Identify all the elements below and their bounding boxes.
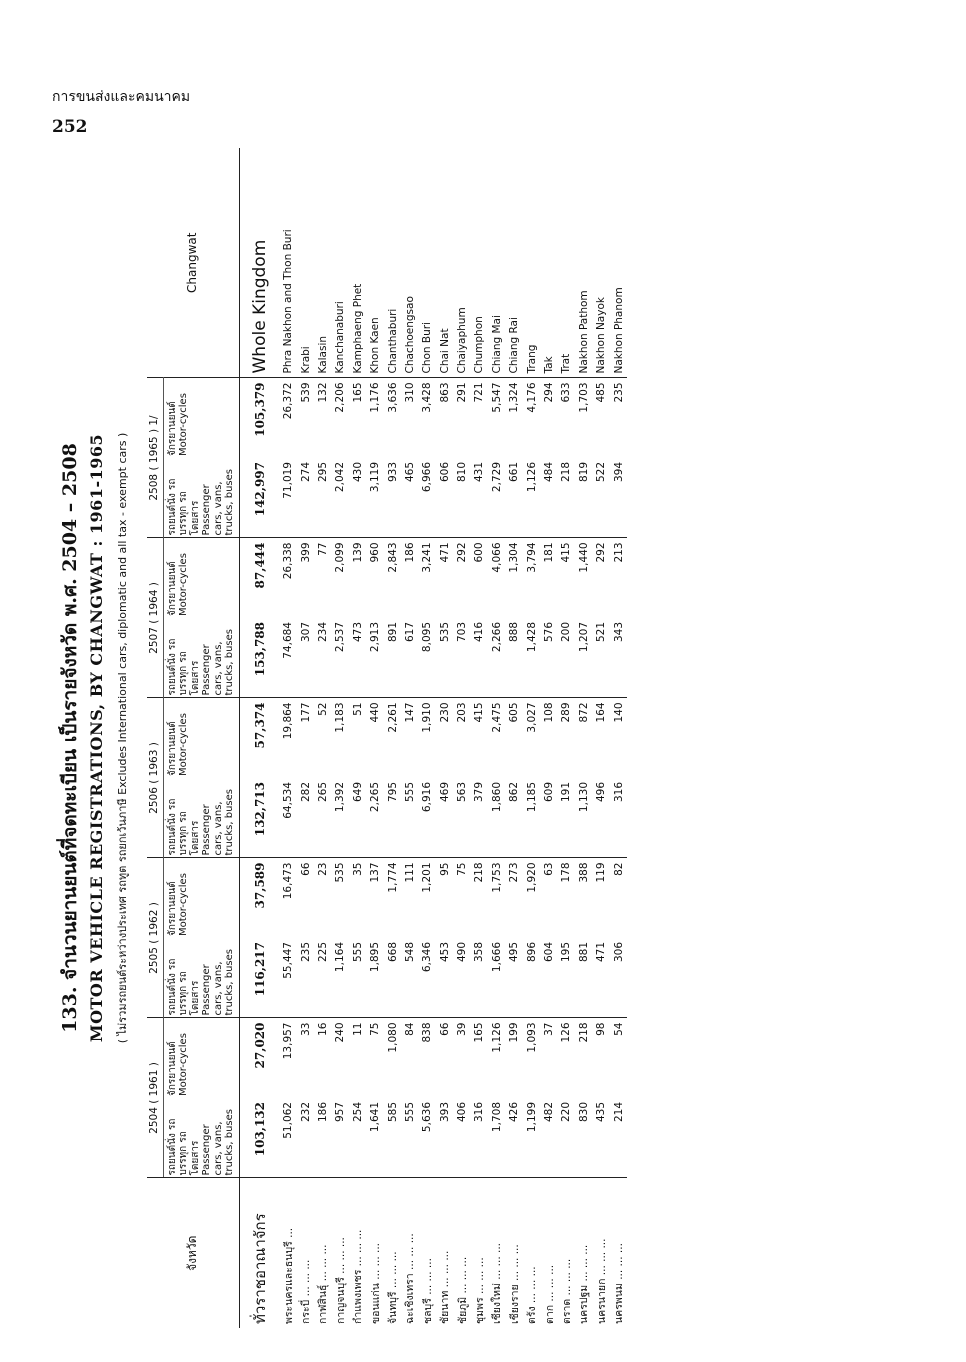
row-value: 214 [612,1102,625,1123]
row-value: 1,130 [577,782,590,813]
table-row [419,148,436,1328]
row-value: 74,684 [282,622,295,659]
row-value: 4,066 [488,538,505,618]
row-thai-label: ชัยภูมิ ... ... ... [453,1178,470,1328]
row-value: 218 [471,858,488,938]
row-value: 8,095 [421,622,434,653]
row-value: 6,346 [421,942,434,973]
row-value: 23 [314,858,331,938]
table-body [239,148,627,1328]
row-thai-label: จันทบุรี ... ... ... [384,1178,401,1328]
row-value: 960 [366,538,383,618]
row-value: 108 [540,698,557,778]
row-value: 282 [299,782,312,803]
row-value: 416 [473,622,486,643]
table-row [540,148,557,1328]
row-value: 555 [403,782,416,803]
row-value: 199 [506,1018,523,1098]
row-value: 240 [332,1018,349,1098]
row-value: 1,641 [369,1102,382,1133]
row-value: 896 [525,942,538,963]
row-value: 274 [299,462,312,483]
row-value: 254 [351,1102,364,1123]
row-value: 225 [316,942,329,963]
row-value: 1,774 [384,858,401,938]
row-value: 1,183 [332,698,349,778]
row-value: 71,019 [282,462,295,499]
row-value: 3,241 [419,538,436,618]
row-value: 1,304 [506,538,523,618]
row-value: 838 [419,1018,436,1098]
row-value: 4,176 [525,382,538,413]
row-thai-label: กำแพงเพชร ... ... ... [349,1178,366,1328]
row-thai-label: ขอนแก่น ... ... ... [366,1178,383,1328]
row-value: 111 [401,858,418,938]
row-value: 469 [438,782,451,803]
row-value: 555 [403,1102,416,1123]
row-value: 633 [560,382,573,403]
row-english-label: Krabi [297,148,314,378]
row-value: 795 [386,782,399,803]
row-value: 2,042 [334,462,347,493]
row-value: 33 [297,1018,314,1098]
row-value: 75 [366,1018,383,1098]
row-value: 721 [473,382,486,403]
row-value: 77 [314,538,331,618]
row-value: 465 [403,462,416,483]
row-value: 490 [456,942,469,963]
row-value: 1,093 [523,1018,540,1098]
row-value: 891 [386,622,399,643]
row-value: 16,473 [280,858,297,938]
row-value: 2,843 [384,538,401,618]
row-value: 521 [595,622,608,643]
row-value: 703 [456,622,469,643]
table-title-english: MOTOR VEHICLE REGISTRATIONS, BY CHANGWAT : 1961-1965 [87,433,106,1043]
row-thai-label: ชลบุรี ... ... ... [419,1178,436,1328]
table-row [453,148,470,1328]
row-value: 230 [436,698,453,778]
motorcycle-subheader: จักรยานยนต์ Motor-cycles [163,698,239,778]
passenger-subheader: รถยนต์นั่ง รถบรรทุก รถโดยสาร Passenger cars, vans, trucks, buses [163,1098,239,1178]
row-value: 1,201 [419,858,436,938]
row-value: 307 [299,622,312,643]
row-value: 63 [540,858,557,938]
table-row [575,148,592,1328]
row-thai-label: กาฬสินธุ์ ... ... ... [314,1178,331,1328]
row-value: 132 [316,382,329,403]
row-value: 164 [593,698,610,778]
row-value: 203 [453,698,470,778]
row-english-label: Chiang Rai [506,148,523,378]
row-value: 195 [560,942,573,963]
row-value: 388 [575,858,592,938]
row-value: 399 [297,538,314,618]
row-value: 2,729 [490,462,503,493]
row-value: 1,185 [525,782,538,813]
total-value: 132,713 [252,782,267,837]
row-value: 1,324 [508,382,521,413]
row-value: 3,636 [386,382,399,413]
row-value: 1,708 [490,1102,503,1133]
row-value: 830 [577,1102,590,1123]
section-header: การขนส่งและคมนาคม [52,89,191,105]
row-value: 617 [403,622,416,643]
row-value: 862 [508,782,521,803]
row-value: 181 [540,538,557,618]
row-value: 2,266 [490,622,503,653]
table-row [506,148,523,1328]
motorcycle-subheader: จักรยานยนต์ Motor-cycles [163,538,239,618]
motorcycle-subheader: จักรยานยนต์ Motor-cycles [163,1018,239,1098]
row-thai-label: ตาก ... ... ... [540,1178,557,1328]
total-value: 87,444 [239,538,280,618]
row-english-label: Chiang Mai [488,148,505,378]
row-value: 1,126 [525,462,538,493]
row-value: 126 [558,1018,575,1098]
row-english-label: Chon Buri [419,148,436,378]
row-value: 147 [401,698,418,778]
table-row [332,148,349,1328]
row-thai-label: ตรัง ... ... ... [523,1178,540,1328]
row-value: 213 [610,538,627,618]
row-english-label: Kamphaeng Phet [349,148,366,378]
row-value: 535 [332,858,349,938]
total-thai-label: ทั่วราชอาณาจักร [239,1178,280,1328]
table-row [523,148,540,1328]
row-value: 16 [314,1018,331,1098]
passenger-subheader: รถยนต์นั่ง รถบรรทุก รถโดยสาร Passenger cars, vans, trucks, buses [163,618,239,698]
row-value: 137 [366,858,383,938]
row-value: 84 [401,1018,418,1098]
table-row [436,148,453,1328]
row-value: 82 [610,858,627,938]
row-value: 535 [438,622,451,643]
row-english-label: Kanchanaburi [332,148,349,378]
row-value: 1,207 [577,622,590,653]
row-value: 1,176 [369,382,382,413]
table-row [349,148,366,1328]
row-value: 191 [560,782,573,803]
row-value: 294 [543,382,556,403]
row-value: 295 [316,462,329,483]
row-value: 316 [473,1102,486,1123]
row-english-label: Chachoengsao [401,148,418,378]
row-value: 1,920 [523,858,540,938]
row-value: 291 [456,382,469,403]
row-value: 6,916 [421,782,434,813]
row-english-label: Nakhon Pathom [575,148,592,378]
table-row [488,148,505,1328]
row-value: 19,864 [280,698,297,778]
total-value: 153,788 [252,622,267,677]
row-thai-label: ตราด ... ... ... [558,1178,575,1328]
total-row [239,148,280,1328]
row-value: 5,547 [490,382,503,413]
row-value: 186 [401,538,418,618]
row-value: 471 [595,942,608,963]
row-value: 539 [299,382,312,403]
row-value: 563 [456,782,469,803]
row-value: 600 [471,538,488,618]
row-value: 2,475 [488,698,505,778]
row-thai-label: เชียงราย ... ... ... [506,1178,523,1328]
total-value: 57,374 [239,698,280,778]
row-value: 2,206 [334,382,347,413]
row-value: 379 [473,782,486,803]
row-value: 51 [349,698,366,778]
row-value: 1,126 [488,1018,505,1098]
motorcycle-subheader: จักรยานยนต์ Motor-cycles [163,378,239,458]
row-thai-label: เชียงใหม่ ... ... ... [488,1178,505,1328]
table-row [366,148,383,1328]
row-value: 1,753 [488,858,505,938]
row-value: 6,966 [421,462,434,493]
year-header: 2505 ( 1962 ) [147,858,163,1018]
row-value: 435 [595,1102,608,1123]
table-row [297,148,314,1328]
table-row [384,148,401,1328]
row-value: 55,447 [282,942,295,979]
row-value: 393 [438,1102,451,1123]
row-value: 26,338 [280,538,297,618]
row-english-label: Tak [540,148,557,378]
row-value: 66 [436,1018,453,1098]
total-value: 37,589 [239,858,280,938]
registrations-table [147,148,627,1328]
year-header: 2504 ( 1961 ) [147,1018,163,1178]
row-value: 139 [349,538,366,618]
row-english-label: Khon Kaen [366,148,383,378]
row-value: 1,428 [525,622,538,653]
table-row [471,148,488,1328]
row-thai-label: ชัยนาท ... ... ... [436,1178,453,1328]
page-number: 252 [52,117,88,137]
table-row [280,148,297,1328]
row-value: 200 [560,622,573,643]
row-value: 605 [506,698,523,778]
row-english-label: Kalasin [314,148,331,378]
row-value: 13,957 [280,1018,297,1098]
row-value: 604 [543,942,556,963]
row-thai-label: พระนครและธนบุรี ... [280,1178,297,1328]
row-value: 186 [316,1102,329,1123]
table-row [610,148,627,1328]
table-note: ( ไม่รวมรถยนต์ระหว่างประเทศ รถทูต รถยกเว้นภาษี Excludes International cars, diplomatic and all tax - exempt cars ) [116,432,129,1044]
thai-column-header: จังหวัด [147,1178,239,1328]
row-value: 316 [612,782,625,803]
year-header: 2507 ( 1964 ) [147,538,163,698]
row-value: 1,080 [384,1018,401,1098]
row-value: 2,265 [369,782,382,813]
row-value: 37 [540,1018,557,1098]
row-value: 1,199 [525,1102,538,1133]
table-row [401,148,418,1328]
row-value: 39 [453,1018,470,1098]
table-title-thai: 133. จำนวนยานยนต์ที่จดทะเบียน เป็นรายจังหวัด พ.ศ. 2504 – 2508 [59,443,81,1033]
row-value: 482 [543,1102,556,1123]
row-value: 343 [612,622,625,643]
row-value: 3,119 [369,462,382,493]
row-value: 306 [612,942,625,963]
row-value: 289 [558,698,575,778]
row-value: 95 [436,858,453,938]
row-english-label: Phra Nakhon and Thon Buri [280,148,297,378]
row-thai-label: นครพนม ... ... ... [610,1178,627,1328]
row-value: 888 [508,622,521,643]
total-english-label: Whole Kingdom [239,148,280,378]
row-value: 430 [351,462,364,483]
row-value: 1,666 [490,942,503,973]
row-value: 1,910 [419,698,436,778]
row-value: 165 [351,382,364,403]
row-value: 863 [438,382,451,403]
row-value: 51,062 [282,1102,295,1139]
row-thai-label: นครปฐม ... ... ... [575,1178,592,1328]
row-value: 292 [593,538,610,618]
row-value: 496 [595,782,608,803]
row-value: 66 [297,858,314,938]
row-value: 235 [299,942,312,963]
table-row [314,148,331,1328]
row-value: 54 [610,1018,627,1098]
row-value: 1,895 [369,942,382,973]
row-english-label: Nakhon Phanom [610,148,627,378]
total-value: 103,132 [252,1102,267,1157]
passenger-subheader: รถยนต์นั่ง รถบรรทุก รถโดยสาร Passenger cars, vans, trucks, buses [163,778,239,858]
row-thai-label: กาญจนบุรี ... ... ... [332,1178,349,1328]
row-value: 273 [506,858,523,938]
row-value: 933 [386,462,399,483]
row-value: 431 [473,462,486,483]
passenger-subheader: รถยนต์นั่ง รถบรรทุก รถโดยสาร Passenger cars, vans, trucks, buses [163,458,239,538]
row-value: 661 [508,462,521,483]
row-value: 1,392 [334,782,347,813]
row-value: 585 [386,1102,399,1123]
row-value: 1,440 [575,538,592,618]
row-value: 235 [612,382,625,403]
row-value: 119 [593,858,610,938]
row-value: 1,703 [577,382,590,413]
row-value: 810 [456,462,469,483]
row-value: 609 [543,782,556,803]
row-value: 548 [403,942,416,963]
row-value: 165 [471,1018,488,1098]
row-english-label: Nakhon Nayok [593,148,610,378]
row-value: 555 [351,942,364,963]
row-english-label: Chanthaburi [384,148,401,378]
row-value: 522 [595,462,608,483]
row-value: 177 [297,698,314,778]
rotated-table-block [55,148,795,1328]
row-english-label: Chumphon [471,148,488,378]
row-value: 3,428 [421,382,434,413]
row-value: 26,372 [282,382,295,420]
row-value: 218 [575,1018,592,1098]
passenger-subheader: รถยนต์นั่ง รถบรรทุก รถโดยสาร Passenger cars, vans, trucks, buses [163,938,239,1018]
row-value: 310 [403,382,416,403]
row-thai-label: กระบี่ ... ... ... [297,1178,314,1328]
row-value: 495 [508,942,521,963]
row-value: 3,794 [523,538,540,618]
row-english-label: Trang [523,148,540,378]
year-header: 2506 ( 1963 ) [147,698,163,858]
row-value: 453 [438,942,451,963]
row-value: 358 [473,942,486,963]
row-value: 819 [577,462,590,483]
row-value: 471 [436,538,453,618]
row-value: 668 [386,942,399,963]
row-value: 2,261 [384,698,401,778]
row-value: 440 [366,698,383,778]
row-value: 232 [299,1102,312,1123]
row-value: 178 [558,858,575,938]
row-value: 415 [558,538,575,618]
row-value: 3,027 [523,698,540,778]
row-value: 35 [349,858,366,938]
total-value: 116,217 [252,942,267,997]
row-value: 484 [543,462,556,483]
row-value: 2,913 [369,622,382,653]
year-header: 2508 ( 1965 ) 1/ [147,378,163,538]
row-value: 2,099 [332,538,349,618]
row-value: 2,537 [334,622,347,653]
row-value: 394 [612,462,625,483]
row-value: 606 [438,462,451,483]
row-value: 218 [560,462,573,483]
row-english-label: Trat [558,148,575,378]
row-value: 649 [351,782,364,803]
table-row [593,148,610,1328]
row-value: 1,164 [334,942,347,973]
row-thai-label: ฉะเชิงเทรา ... ... ... [401,1178,418,1328]
row-value: 872 [575,698,592,778]
row-value: 52 [314,698,331,778]
row-english-label: Chai Nat [436,148,453,378]
motorcycle-subheader: จักรยานยนต์ Motor-cycles [163,858,239,938]
row-value: 234 [316,622,329,643]
row-value: 64,534 [282,782,295,819]
total-value: 105,379 [252,382,267,437]
total-value: 27,020 [239,1018,280,1098]
row-value: 406 [456,1102,469,1123]
row-value: 11 [349,1018,366,1098]
row-value: 5,636 [421,1102,434,1133]
row-value: 292 [453,538,470,618]
row-value: 415 [471,698,488,778]
english-column-header: Changwat [147,148,239,378]
total-value: 142,997 [252,462,267,517]
row-value: 1,860 [490,782,503,813]
table-row [558,148,575,1328]
row-thai-label: นครนายก ... ... ... [593,1178,610,1328]
row-value: 881 [577,942,590,963]
row-thai-label: ชุมพร ... ... ... [471,1178,488,1328]
row-value: 957 [334,1102,347,1123]
row-value: 220 [560,1102,573,1123]
row-value: 426 [508,1102,521,1123]
row-english-label: Chaiyaphum [453,148,470,378]
row-value: 576 [543,622,556,643]
row-value: 140 [610,698,627,778]
row-value: 75 [453,858,470,938]
row-value: 98 [593,1018,610,1098]
row-value: 265 [316,782,329,803]
row-value: 473 [351,622,364,643]
row-value: 485 [595,382,608,403]
